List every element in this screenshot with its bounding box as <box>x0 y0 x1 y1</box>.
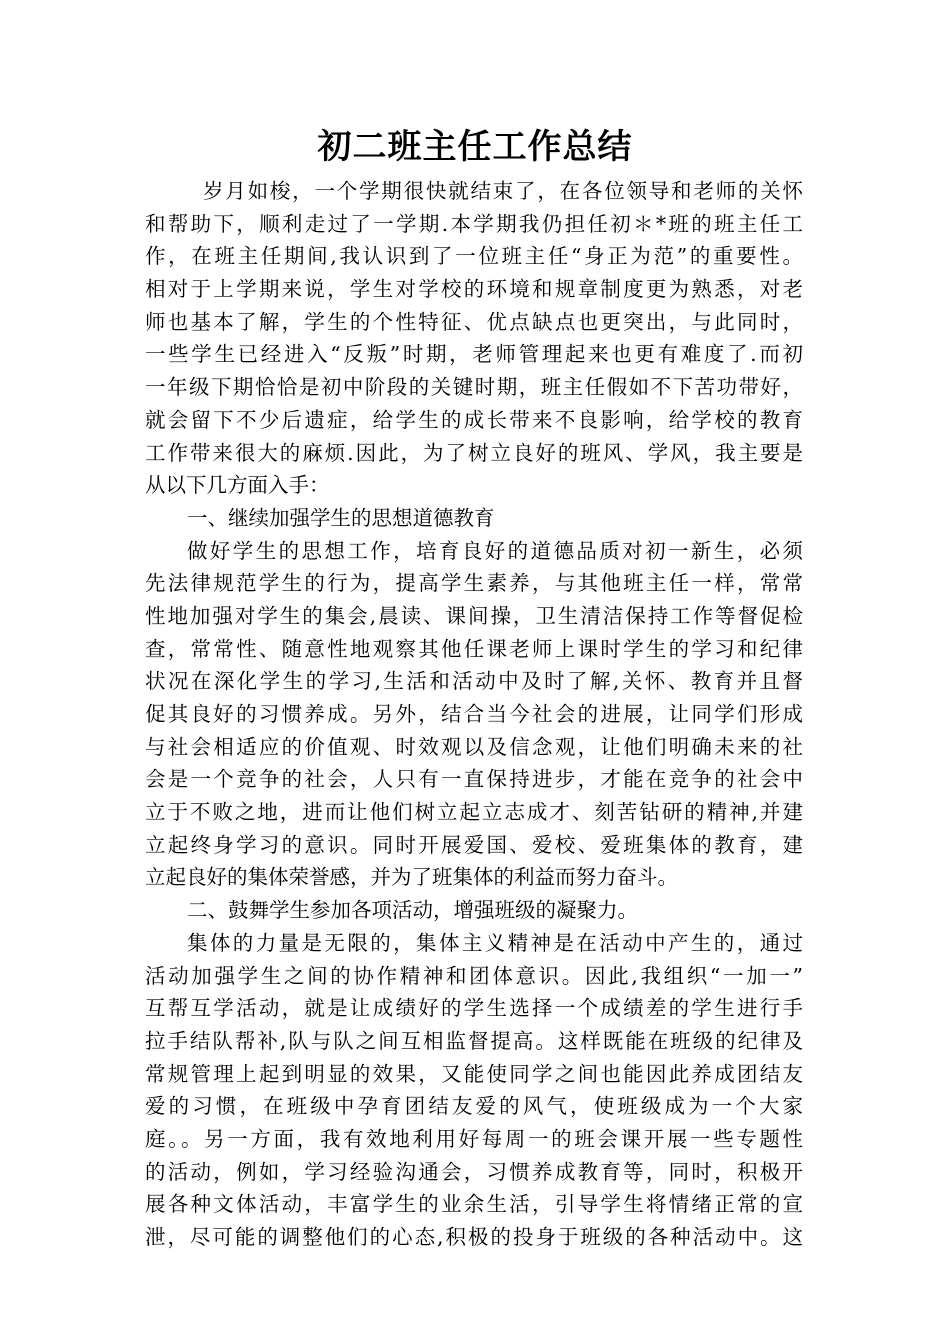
text-line: 岁月如梭，一个学期很快就结束了，在各位领导和老师的关怀 <box>203 179 803 203</box>
text-line: 一年级下期恰恰是初中阶段的关键时期，班主任假如不下苦功带好， <box>145 375 803 400</box>
text-line: 立起良好的集体荣誉感，并为了班集体的利益而努力奋斗。 <box>145 865 678 890</box>
text-line: 的活动，例如，学习经验沟通会，习惯养成教育等，同时，积极开 <box>145 1159 803 1184</box>
text-line: 会是一个竞争的社会，人只有一直保持进步，才能在竞争的社会中 <box>145 767 803 792</box>
text-line: 互帮互学活动，就是让成绩好的学生选择一个成绩差的学生进行手 <box>145 996 803 1021</box>
text-line: 师也基本了解，学生的个性特征、优点缺点也更突出，与此同时， <box>145 309 803 334</box>
text-line: 作，在班主任期间,我认识到了一位班主任“身正为范”的重要性。 <box>145 244 803 269</box>
text-line: 常规管理上起到明显的效果，又能使同学之间也能因此养成团结友 <box>145 1061 803 1086</box>
text-line: 一、继续加强学生的思想道德教育 <box>187 505 495 530</box>
text-line: 二、鼓舞学生参加各项活动，增强班级的凝聚力。 <box>187 898 638 923</box>
text-line: 查，常常性、随意性地观察其他任课老师上课时学生的学习和纪律 <box>145 636 803 661</box>
text-line: 立于不败之地，进而让他们树立起立志成才、刻苦钻研的精神,并建 <box>145 800 803 825</box>
document-title: 初二班主任工作总结 <box>317 127 633 167</box>
text-line: 相对于上学期来说，学生对学校的环境和规章制度更为熟悉，对老 <box>145 277 803 302</box>
text-line: 一些学生已经进入“反叛”时期，老师管理起来也更有难度了.而初 <box>145 342 803 367</box>
text-line: 泄，尽可能的调整他们的心态,积极的投身于班级的各种活动中。这 <box>145 1225 803 1249</box>
text-line: 就会留下不少后遗症，给学生的成长带来不良影响，给学校的教育 <box>145 407 803 432</box>
text-line: 立起终身学习的意识。同时开展爱国、爱校、爱班集体的教育，建 <box>145 832 803 857</box>
text-line: 从以下几方面入手： <box>145 473 330 498</box>
text-line: 爱的习惯，在班级中孕育团结友爱的风气，使班级成为一个大家 <box>145 1094 803 1119</box>
text-line: 庭。。另一方面，我有效地利用好每周一的班会课开展一些专题性 <box>145 1126 803 1151</box>
text-line: 活动加强学生之间的协作精神和团体意识。因此,我组织“一加一” <box>145 963 803 988</box>
text-line: 集体的力量是无限的，集体主义精神是在活动中产生的，通过 <box>187 930 803 955</box>
text-line: 展各种文体活动，丰富学生的业余生活，引导学生将情绪正常的宣 <box>145 1192 803 1217</box>
text-line: 与社会相适应的价值观、时效观以及信念观，让他们明确未来的社 <box>145 734 803 759</box>
text-line: 拉手结队帮补,队与队之间互相监督提高。这样既能在班级的纪律及 <box>145 1028 803 1053</box>
text-line: 和帮助下，顺利走过了一学期.本学期我仍担任初＊*班的班主任工 <box>145 211 803 236</box>
text-line: 工作带来很大的麻烦.因此，为了树立良好的班风、学风，我主要是 <box>145 440 803 465</box>
text-line: 做好学生的思想工作，培育良好的道德品质对初一新生，必须 <box>187 538 803 563</box>
text-line: 先法律规范学生的行为，提高学生素养，与其他班主任一样，常常 <box>145 571 803 596</box>
document-body <box>145 175 803 1254</box>
text-line: 性地加强对学生的集会,晨读、课间操，卫生清洁保持工作等督促检 <box>145 603 803 628</box>
text-line: 促其良好的习惯养成。另外，结合当今社会的进展，让同学们形成 <box>145 702 803 726</box>
text-line: 状况在深化学生的学习,生活和活动中及时了解,关怀、教育并且督 <box>145 669 803 694</box>
